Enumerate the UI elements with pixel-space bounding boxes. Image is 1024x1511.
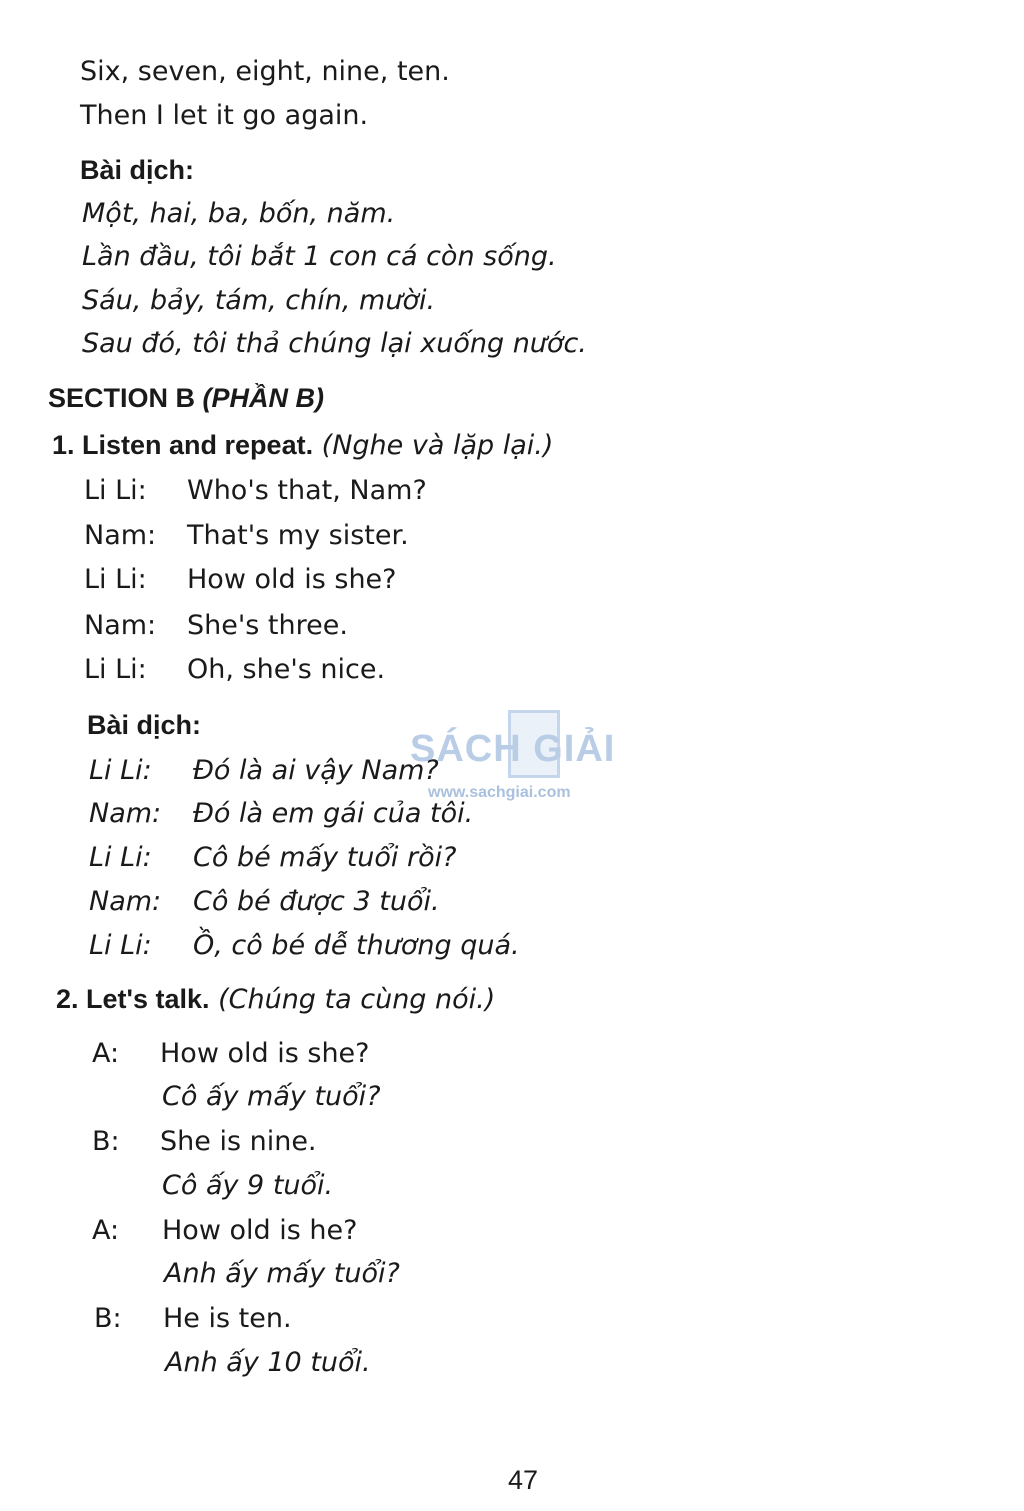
page-number: 47 (508, 1465, 539, 1495)
dialogue-text: Who's that, Nam? (187, 475, 427, 506)
watermark-logo (410, 706, 620, 806)
talk-speaker: B: (92, 1126, 120, 1157)
talk-text: He is ten. (163, 1303, 292, 1334)
section-subtitle: (PHẦN B) (202, 383, 325, 413)
translation-speaker: Li Li: (89, 930, 152, 961)
poem-line: Six, seven, eight, nine, ten. (80, 56, 450, 87)
dialogue-text: That's my sister. (187, 520, 409, 551)
exercise-2-subtitle: (Chúng ta cùng nói.) (218, 984, 496, 1015)
dialogue-speaker: Nam: (84, 610, 157, 641)
translation-text: Đó là em gái của tôi. (193, 798, 474, 829)
dialogue-speaker: Nam: (84, 520, 157, 551)
talk-translation: Cô ấy 9 tuổi. (162, 1170, 334, 1201)
poem-line: Then I let it go again. (80, 100, 369, 131)
watermark-logo-text: SÁCH GIẢI (410, 728, 616, 770)
translation-line: Sau đó, tôi thả chúng lại xuống nước. (82, 328, 587, 359)
talk-translation: Cô ấy mấy tuổi? (162, 1081, 381, 1112)
section-heading (48, 385, 324, 412)
dialogue-speaker: Li Li: (84, 475, 147, 506)
dialogue-text: Oh, she's nice. (187, 654, 386, 685)
translation-line: Lần đầu, tôi bắt 1 con cá còn sống. (82, 241, 557, 272)
translation-heading: Bài dịch: (87, 710, 202, 740)
dialogue-speaker: Li Li: (84, 654, 147, 685)
dialogue-text: She's three. (187, 610, 348, 641)
translation-text: Cô bé được 3 tuổi. (193, 886, 440, 917)
exercise-1-heading (52, 432, 553, 459)
translation-text: Ồ, cô bé dễ thương quá. (193, 930, 520, 961)
translation-line: Một, hai, ba, bốn, năm. (82, 198, 396, 229)
talk-translation: Anh ấy 10 tuổi. (165, 1347, 371, 1378)
translation-text: Đó là ai vậy Nam? (193, 755, 439, 786)
watermark-url: www.sachgiai.com (428, 784, 571, 801)
translation-speaker: Li Li: (89, 755, 152, 786)
exercise-2-heading (56, 986, 495, 1013)
talk-text: How old is he? (162, 1215, 358, 1246)
translation-text: Cô bé mấy tuổi rồi? (193, 842, 457, 873)
talk-translation: Anh ấy mấy tuổi? (164, 1258, 400, 1289)
exercise-2-title: 2. Let's talk. (56, 984, 210, 1014)
translation-line: Sáu, bảy, tám, chín, mười. (82, 285, 436, 316)
exercise-1-subtitle: (Nghe và lặp lại.) (321, 430, 554, 461)
exercise-1-title: 1. Listen and repeat. (52, 430, 314, 460)
section-title: SECTION B (48, 383, 196, 413)
talk-speaker: B: (94, 1303, 122, 1334)
translation-speaker: Nam: (89, 798, 162, 829)
talk-text: She is nine. (160, 1126, 317, 1157)
dialogue-speaker: Li Li: (84, 564, 147, 595)
translation-heading: Bài dịch: (80, 155, 195, 185)
translation-speaker: Li Li: (89, 842, 152, 873)
talk-text: How old is she? (160, 1038, 370, 1069)
dialogue-text: How old is she? (187, 564, 397, 595)
translation-speaker: Nam: (89, 886, 162, 917)
talk-speaker: A: (92, 1038, 120, 1069)
talk-speaker: A: (92, 1215, 120, 1246)
